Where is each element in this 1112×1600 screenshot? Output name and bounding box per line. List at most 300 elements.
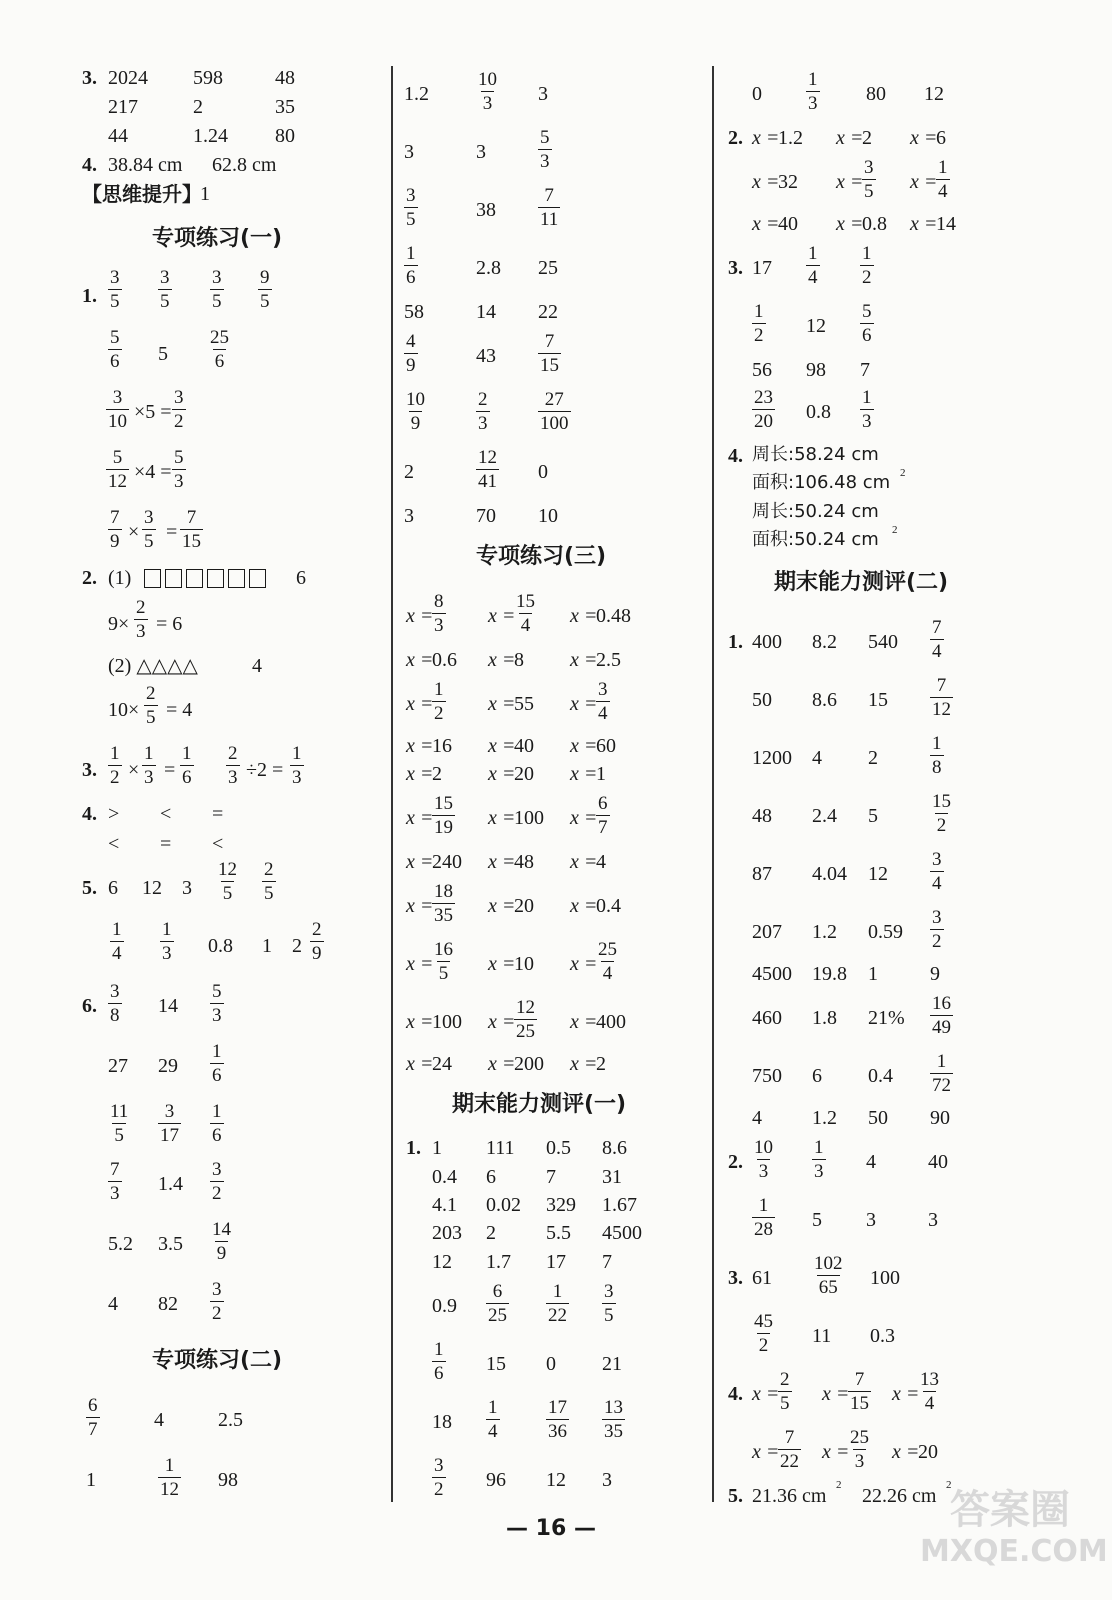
variable-x: x = [406, 693, 434, 715]
numerator: 3 [864, 157, 874, 178]
denominator: 49 [932, 1017, 951, 1038]
numerator: 5 [212, 981, 222, 1002]
numerator: 2 [146, 683, 156, 704]
part-label: (1) [108, 567, 132, 589]
answer-value: 6 [296, 567, 306, 589]
variable-x: x = [488, 763, 516, 785]
x-answer: 60 [596, 735, 616, 757]
variable-x: x = [488, 953, 516, 975]
fraction-answer [860, 388, 874, 431]
answer-value: 90 [930, 1107, 950, 1129]
answer-value: 2.8 [476, 257, 501, 279]
denominator: 3 [482, 93, 493, 114]
x-answer: 40 [778, 213, 798, 235]
answer-value: 27 [108, 1055, 128, 1077]
numerator: 1 [758, 1195, 769, 1216]
fraction-answer [930, 994, 953, 1037]
comparison-sign: > [108, 803, 120, 825]
denominator: 100 [540, 413, 569, 434]
answer-value: 3 [866, 1209, 876, 1231]
page-dash-left: — [506, 1516, 536, 1541]
x-answer: 1.2 [778, 127, 803, 149]
answer-value: 22.26 cm [862, 1485, 937, 1507]
denominator: 4 [488, 1421, 498, 1442]
x-answer [596, 794, 610, 837]
answer-value: 111 [486, 1137, 515, 1159]
answer-value: 460 [752, 1007, 782, 1029]
answer-value: 2 [193, 96, 203, 118]
variable-x: x = [822, 1441, 850, 1463]
answer-value: 4 [252, 655, 262, 677]
fraction [226, 744, 240, 787]
equation-op: = 6 [156, 613, 183, 635]
fraction-answer [538, 186, 560, 229]
equation-op: ×4 = [134, 461, 172, 483]
answer-value: 98 [218, 1469, 238, 1491]
equation-op: × [128, 759, 140, 781]
denominator: 15 [540, 355, 559, 376]
question-number: 2. [82, 567, 97, 589]
numerator: 25 [210, 327, 229, 348]
answer-value: 48 [752, 805, 772, 827]
fraction-answer [812, 1254, 845, 1297]
fraction-answer [752, 1312, 775, 1355]
page-number [506, 1516, 596, 1541]
variable-x: x = [752, 1441, 780, 1463]
fraction-answer [404, 186, 418, 229]
x-answer: 16 [432, 735, 452, 757]
denominator: 2 [212, 1183, 222, 1204]
denominator: 6 [212, 1125, 222, 1146]
answer-value: 0.8 [806, 401, 831, 423]
x-answer [432, 940, 455, 983]
answer-value: 1.2 [404, 83, 429, 105]
fraction-answer [806, 70, 820, 113]
variable-x: x = [406, 605, 434, 627]
fraction [180, 744, 194, 787]
x-answer: 240 [432, 851, 462, 873]
fraction-answer [812, 1138, 826, 1181]
x-answer: 40 [514, 735, 534, 757]
answer-value: 35 [275, 96, 295, 118]
page-dash-right: — [566, 1516, 596, 1541]
numerator: 23 [754, 387, 773, 408]
denominator: 65 [818, 1277, 838, 1298]
answer-value: 22 [538, 301, 558, 323]
numerator: 12 [218, 859, 237, 880]
thinking-label: 【思维提升】 [82, 182, 202, 206]
equation-op: × [128, 521, 140, 543]
numerator: 17 [548, 1397, 567, 1418]
numerator: 13 [604, 1397, 623, 1418]
answer-value: 12 [432, 1251, 452, 1273]
variable-x: x = [752, 1383, 780, 1405]
part-label: (2) △△△△ [108, 655, 198, 677]
answer-value: 0.5 [546, 1137, 571, 1159]
numerator: 2 [228, 743, 238, 764]
variable-x: x = [752, 171, 780, 193]
variable-x: x = [406, 649, 434, 671]
answer-value: 4 [154, 1409, 164, 1431]
x-answer: 32 [778, 171, 798, 193]
numerator: 15 [434, 793, 453, 814]
numerator: 6 [492, 1281, 503, 1302]
mixed-fraction [310, 920, 324, 963]
comparison-sign: < [212, 833, 224, 855]
numerator: 10 [478, 69, 497, 90]
denominator: 20 [754, 411, 773, 432]
answer-value: 2024 [108, 67, 148, 89]
x-answer [432, 680, 446, 723]
variable-x: x = [406, 1053, 434, 1075]
numerator: 5 [110, 327, 120, 348]
numerator: 15 [932, 791, 951, 812]
answer-value: 3 [538, 83, 548, 105]
equation-op: = [166, 521, 178, 543]
answer-value: 1.2 [812, 1107, 837, 1129]
answer-value: 12 [924, 83, 944, 105]
numerator: 8 [434, 591, 444, 612]
numerator: 7 [544, 185, 554, 206]
denominator: 9 [110, 531, 120, 552]
question-number: 4. [728, 1383, 743, 1405]
fraction [262, 860, 276, 903]
denominator: 4 [598, 703, 608, 724]
variable-x: x = [406, 851, 434, 873]
denominator: 3 [136, 621, 146, 642]
numerator: 12 [516, 997, 535, 1018]
denominator: 2 [434, 703, 444, 724]
numerator: 1 [434, 679, 444, 700]
fraction-answer [602, 1282, 616, 1325]
fraction-answer [476, 70, 499, 113]
question-number: 3. [728, 1267, 743, 1289]
answer-value: 329 [546, 1194, 576, 1216]
denominator: 3 [228, 767, 238, 788]
fraction-answer [210, 1220, 233, 1263]
answer-value: 4.1 [432, 1194, 457, 1216]
x-answer: 8 [514, 649, 524, 671]
fraction [216, 860, 239, 903]
variable-x: x = [488, 895, 516, 917]
box-icon [249, 569, 266, 588]
answer-value: 3 [602, 1469, 612, 1491]
x-answer [596, 680, 610, 723]
answer-value: 87 [752, 863, 772, 885]
denominator: 9 [406, 355, 416, 376]
answer-value: 12 [806, 315, 826, 337]
variable-x: x = [488, 807, 516, 829]
comparison-sign: = [160, 833, 172, 855]
measurement: 面积:50.24 cm [752, 529, 879, 550]
numerator: 10 [406, 389, 425, 410]
answer-value: 0 [546, 1353, 556, 1375]
variable-x: x = [752, 213, 780, 235]
numerator: 1 [808, 69, 818, 90]
variable-x: x = [488, 649, 516, 671]
answer-value: 207 [752, 921, 782, 943]
fraction [108, 268, 122, 311]
equation-op: = 4 [166, 699, 193, 721]
x-answer [918, 1370, 941, 1413]
fraction-answer [546, 1398, 569, 1441]
numerator: 18 [434, 881, 453, 902]
variable-x: x = [570, 605, 598, 627]
answer-value: 4 [108, 1293, 118, 1315]
numerator: 1 [814, 1137, 824, 1158]
answer-value: 82 [158, 1293, 178, 1315]
x-answer [936, 158, 950, 201]
variable-x: x = [406, 763, 434, 785]
answer-value: 203 [432, 1222, 462, 1244]
question-number: 3. [728, 257, 743, 279]
equation-op: 10× [108, 699, 140, 721]
numerator: 15 [516, 591, 535, 612]
fraction-answer [930, 792, 953, 835]
numerator: 10 [754, 1137, 773, 1158]
x-answer [596, 940, 619, 983]
equation-op: = [164, 759, 176, 781]
x-answer [432, 882, 455, 925]
answer-value: 17 [546, 1251, 566, 1273]
numerator: 3 [144, 507, 154, 528]
numerator: 7 [186, 507, 197, 528]
x-answer [514, 998, 537, 1041]
answer-value: 14 [476, 301, 496, 323]
denominator: 3 [854, 1451, 865, 1472]
variable-x: x = [488, 605, 516, 627]
answer-value: 5.2 [108, 1233, 133, 1255]
answer-value: 1 [86, 1469, 96, 1491]
denominator: 6 [862, 325, 872, 346]
answer-value: 100 [870, 1267, 900, 1289]
answer-value: 7 [602, 1251, 612, 1273]
variable-x: x = [570, 807, 598, 829]
denominator: 11 [540, 209, 559, 230]
fraction [208, 328, 231, 371]
answer-value: 5 [868, 805, 878, 827]
answer-value: 2 [292, 935, 302, 957]
numerator: 6 [88, 1395, 98, 1416]
numerator: 1 [112, 919, 122, 940]
denominator: 5 [212, 291, 222, 312]
fraction-answer [108, 982, 122, 1025]
numerator: 3 [112, 387, 123, 408]
numerator: 3 [212, 267, 222, 288]
answer-value: 4 [812, 747, 822, 769]
answer-value: 1.7 [486, 1251, 511, 1273]
question-number: 3. [82, 67, 97, 89]
fraction-answer [930, 908, 944, 951]
variable-x: x = [488, 1011, 516, 1033]
answer-value: 11 [812, 1325, 832, 1347]
numerator: 2 [780, 1369, 790, 1390]
answer-value: 6 [812, 1065, 822, 1087]
denominator: 5 [114, 1125, 124, 1146]
answer-value: 598 [193, 67, 223, 89]
denominator: 6 [214, 351, 225, 372]
answer-value: 1 [262, 935, 272, 957]
fraction-answer [602, 1398, 625, 1441]
x-answer: 55 [514, 693, 534, 715]
numerator: 1 [162, 919, 172, 940]
denominator: 25 [488, 1305, 507, 1326]
answer-value: 3 [404, 141, 414, 163]
numerator: 5 [862, 301, 872, 322]
fraction-answer [210, 1160, 224, 1203]
fraction [172, 388, 186, 431]
numerator: 1 [932, 733, 942, 754]
x-answer: 2.5 [596, 649, 621, 671]
x-answer [848, 1370, 871, 1413]
numerator: 3 [932, 849, 942, 870]
answer-value: 44 [108, 125, 128, 147]
answer-value: 0 [538, 461, 548, 483]
numerator: 7 [936, 675, 947, 696]
answer-value: 38.84 cm [108, 154, 183, 176]
superscript: 2 [892, 524, 898, 536]
superscript: 2 [900, 467, 906, 479]
answer-value: 1 [432, 1137, 442, 1159]
denominator: 2 [174, 411, 184, 432]
numerator: 1 [552, 1281, 563, 1302]
answer-value: 40 [928, 1151, 948, 1173]
answer-value: 12 [868, 863, 888, 885]
x-answer: 14 [936, 213, 956, 235]
denominator: 3 [162, 943, 172, 964]
numerator: 1 [212, 1041, 222, 1062]
answer-value: 70 [476, 505, 496, 527]
answer-value: 1.24 [193, 125, 228, 147]
answer-value: 10 [538, 505, 558, 527]
variable-x: x = [892, 1441, 920, 1463]
x-answer: 20 [514, 895, 534, 917]
numerator: 2 [136, 597, 146, 618]
numerator: 3 [110, 267, 120, 288]
numerator: 1 [862, 243, 872, 264]
numerator: 14 [212, 1219, 231, 1240]
measurement: 周长:58.24 cm [752, 444, 879, 465]
numerator: 1 [862, 387, 872, 408]
numerator: 1 [110, 743, 120, 764]
variable-x: x = [570, 735, 598, 757]
answer-value: 31 [602, 1166, 622, 1188]
fraction [106, 448, 129, 491]
answer-value: 7 [860, 359, 870, 381]
answer-value: 3 [182, 877, 192, 899]
x-answer: 0.4 [596, 895, 621, 917]
answer-value: 400 [752, 631, 782, 653]
answer-value: 19.8 [812, 963, 847, 985]
denominator: 2 [932, 931, 942, 952]
denominator: 22 [780, 1451, 799, 1472]
answer-value: 0 [752, 83, 762, 105]
x-answer [432, 794, 455, 837]
question-number: 4. [728, 445, 743, 467]
denominator: 2 [212, 1303, 222, 1324]
numerator: 16 [434, 939, 453, 960]
variable-x: x = [406, 953, 434, 975]
denominator: 15 [850, 1393, 869, 1414]
section-title: 专项练习(二) [152, 1348, 283, 1373]
variable-x: x = [570, 895, 598, 917]
answer-value: 750 [752, 1065, 782, 1087]
fraction [108, 508, 122, 551]
answer-value: 0.02 [486, 1194, 521, 1216]
answer-value: 1200 [752, 747, 792, 769]
fraction-answer [538, 128, 552, 171]
denominator: 3 [540, 151, 550, 172]
superscript: 2 [946, 1479, 952, 1491]
fraction-answer [486, 1282, 509, 1325]
section-title: 专项练习(一) [152, 226, 283, 251]
denominator: 4 [938, 181, 948, 202]
question-number: 5. [728, 1485, 743, 1507]
question-number: 2. [728, 1151, 743, 1173]
denominator: 5 [406, 209, 416, 230]
fraction-answer [546, 1282, 569, 1325]
answer-value: 21.36 cm [752, 1485, 827, 1507]
fraction [158, 268, 172, 311]
answer-value: 2 [404, 461, 414, 483]
denominator: 3 [292, 767, 302, 788]
denominator: 2 [862, 267, 872, 288]
variable-x: x = [570, 649, 598, 671]
answer-value: 5 [812, 1209, 822, 1231]
fraction-answer [752, 1138, 775, 1181]
numerator: 3 [604, 1281, 614, 1302]
box-icon [144, 569, 161, 588]
box-icon [228, 569, 245, 588]
x-answer: 48 [514, 851, 534, 873]
x-answer: 1 [596, 763, 606, 785]
watermark-logo: 答案圈 [950, 1487, 1070, 1533]
answer-value: 6 [108, 877, 118, 899]
denominator: 19 [434, 817, 453, 838]
variable-x: x = [570, 763, 598, 785]
variable-x: x = [570, 851, 598, 873]
x-answer: 2 [596, 1053, 606, 1075]
denominator: 9 [410, 413, 421, 434]
denominator: 6 [110, 351, 120, 372]
answer-value: 25 [538, 257, 558, 279]
fraction-answer [860, 302, 874, 345]
numerator: 1 [144, 743, 154, 764]
denominator: 36 [548, 1421, 567, 1442]
denominator: 5 [604, 1305, 614, 1326]
fraction-answer [404, 390, 427, 433]
x-answer: 200 [514, 1053, 544, 1075]
denominator: 6 [212, 1065, 222, 1086]
x-answer [432, 592, 446, 635]
fraction-answer [210, 1042, 224, 1085]
numerator: 3 [212, 1159, 222, 1180]
comparison-sign: = [212, 803, 224, 825]
variable-x: x = [570, 953, 598, 975]
numerator: 1 [938, 157, 948, 178]
answer-value: 0.59 [868, 921, 903, 943]
numerator: 3 [212, 1279, 222, 1300]
question-number: 1. [82, 285, 97, 307]
fraction-answer [86, 1396, 100, 1439]
numerator: 7 [110, 507, 120, 528]
numerator: 3 [406, 185, 416, 206]
answer-value: 1 [200, 183, 210, 205]
numerator: 1 [754, 301, 764, 322]
denominator: 6 [182, 767, 192, 788]
denominator: 5 [160, 291, 170, 312]
answer-value: 3 [928, 1209, 938, 1231]
